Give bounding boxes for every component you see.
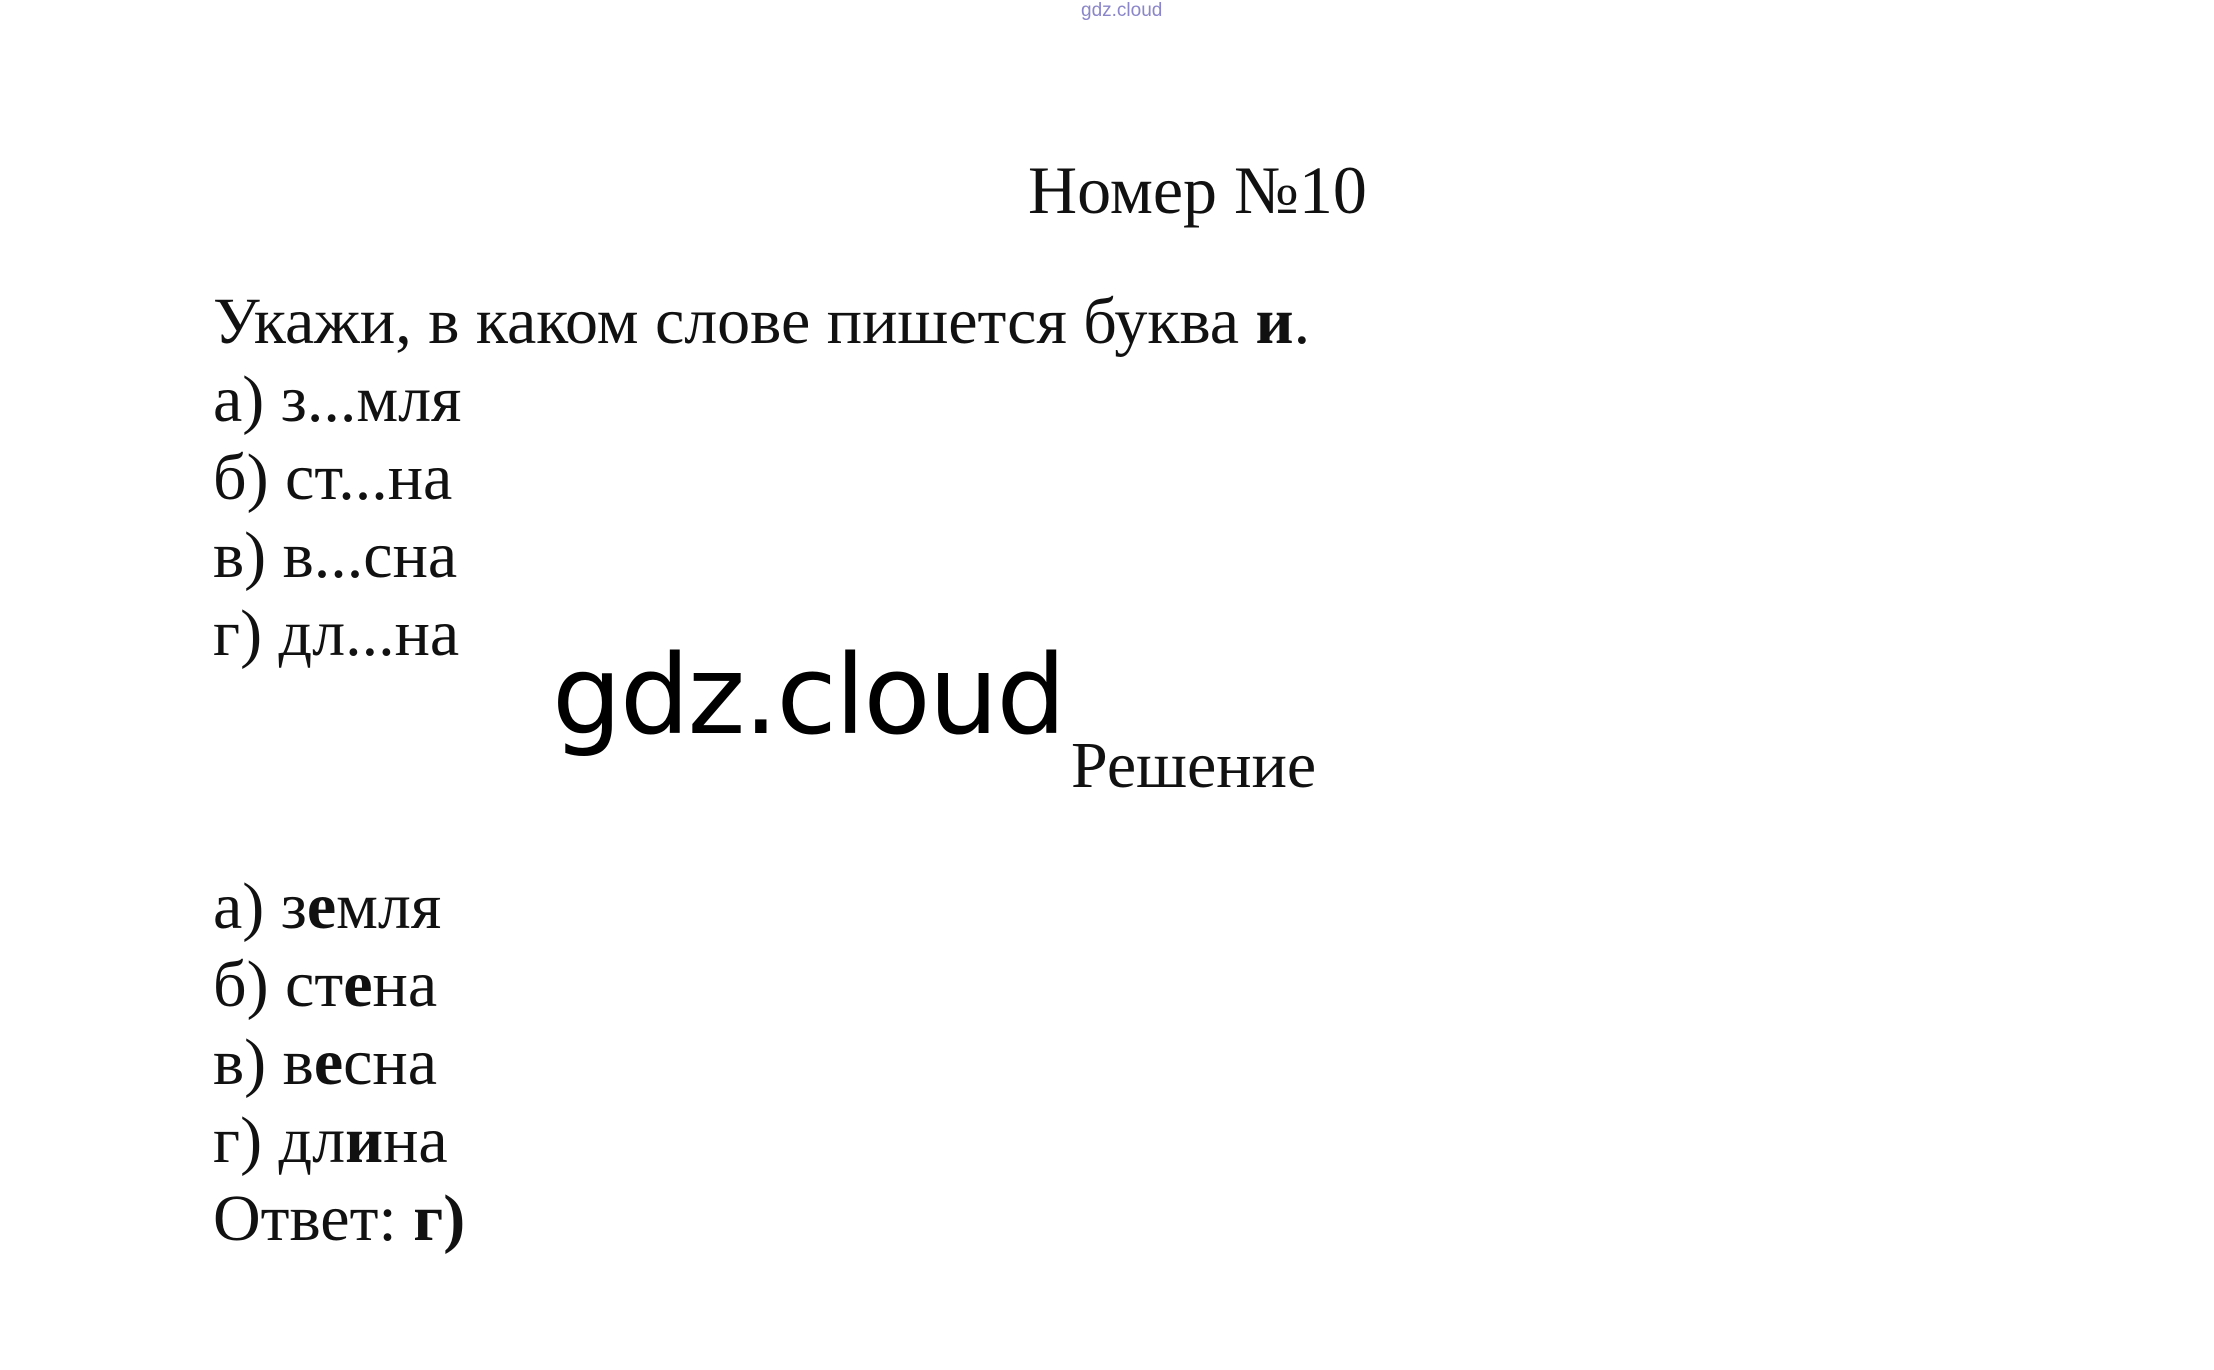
solution-title: Решение [1071, 729, 1317, 802]
solution-item-g [213, 1102, 448, 1180]
solution-item-suffix: сна [343, 1026, 438, 1099]
solution-item-letter: и [345, 1104, 384, 1177]
task-question-end: . [1293, 285, 1311, 358]
solution-item-v [213, 1024, 437, 1102]
page-title: Номер №10 [1028, 152, 1367, 228]
solution-item-prefix: а) з [213, 870, 307, 943]
answer-value: г) [413, 1182, 466, 1255]
solution-item-prefix: б) ст [213, 948, 344, 1021]
solution-item-prefix: г) дл [213, 1104, 346, 1177]
solution-item-b [213, 946, 437, 1024]
top-watermark: gdz.cloud [1081, 0, 1163, 21]
task-option-a: а) з...мля [213, 363, 462, 436]
answer-label: Ответ: [213, 1182, 414, 1255]
solution-item-letter: е [306, 870, 337, 943]
task-question-text: Укажи, в каком слове пишется буква [213, 285, 1256, 358]
answer-line [213, 1180, 465, 1258]
task-option-v: в) в...сна [213, 519, 458, 592]
solution-item-letter: е [343, 948, 373, 1021]
watermark-logo: gdz.cloud [552, 631, 1065, 759]
solution-item-prefix: в) в [213, 1026, 314, 1099]
task-option-b: б) ст...на [213, 441, 453, 514]
task-question [213, 283, 1310, 361]
solution-item-a [213, 868, 441, 946]
solution-item-suffix: на [372, 948, 438, 1021]
solution-item-letter: е [313, 1026, 344, 1099]
task-option-g: г) дл...на [213, 597, 460, 670]
task-question-letter: и [1255, 285, 1294, 358]
solution-item-suffix: на [383, 1104, 448, 1177]
solution-item-suffix: мля [336, 870, 442, 943]
